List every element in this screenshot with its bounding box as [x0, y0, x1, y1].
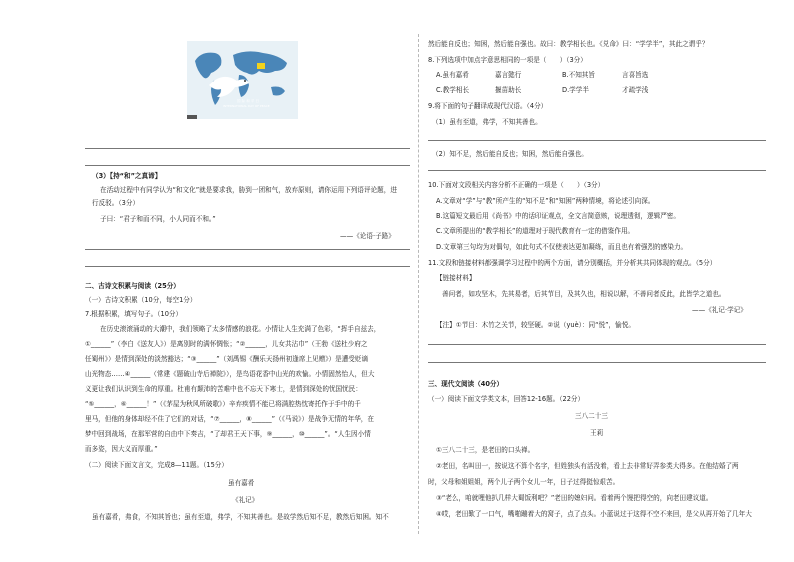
story-paragraph: ①三八二十三，是老田的口头禅。: [436, 446, 535, 454]
q8-option: 才疏学浅: [622, 86, 649, 94]
q8-title: 8.下列选项中加点字意思相同的一项是（ ）（3分）: [428, 56, 587, 64]
p7-line: “⑤______，⑥______！”（《茅屋为秋风所破歌》）辛弃疾情不能已将满腔热忱寄托作于手中的千: [85, 400, 361, 408]
p7-line: ①______”（李白《送友人》）是离别时的满怀惆怅；“②______，儿女共沾巾”（王勃《送杜少府之: [85, 340, 368, 348]
answer-line[interactable]: [85, 148, 410, 149]
p7-line: 在历史滚滚涌动的大潮中，我们领略了太多情感的浪花。小情让人生充满了色彩，“挥手自兹去，: [100, 325, 381, 333]
wen-title: 虽有嘉肴: [228, 479, 255, 487]
wen-text-cont: 然后能自反也；知困，然后能自强也。故曰：教学相长也。《兑命》曰：“学学半”，其此之谓乎？: [428, 40, 709, 48]
p7-line: 里马，但他的身体却经不住了它们的对话，“⑦______，⑧______”（《马说》）是战争无情的年华，在: [85, 415, 374, 423]
sub1-title: （一）古诗文积累（10分，每空1分）: [85, 296, 197, 304]
story-paragraph: ④哎，老田歎了一口气，嘴啪蹦着大的窝子，点了点头。小蓝说过于这得不空不来回，是父从再开始了几年大: [436, 510, 752, 518]
q7-title: 7.根据积累，填写句子。（10分）: [85, 310, 183, 318]
q10-option[interactable]: A.文章对“学”与“教”所产生的“知不足”和“知困”两种情境，将论述引向深。: [436, 197, 655, 205]
answer-line[interactable]: [428, 170, 766, 171]
q8-option: 言喜旨选: [622, 71, 649, 79]
quote: 子曰：“君子和而不同，小人同而不和。”: [100, 215, 216, 223]
sub2-title: （二）阅读下面文言文，完成8—11题。（15分）: [85, 461, 228, 469]
q8-option[interactable]: B.不知其旨: [562, 71, 595, 79]
q9-title: 9.将下面的句子翻译成现代汉语。（4分）: [428, 102, 548, 110]
p7-line: 梦中回到战场，在那军营的自由中下奏吉，“了却君王天下事，⑨______，⑩______”。“人生因小情: [85, 430, 371, 438]
q10-option[interactable]: D.文章第三句均为对偶句，如此句式不仅使表达更加凝练，而且也有着强烈的感染力。: [436, 243, 688, 251]
sub1-title-modern: （一）阅读下面文学类文本，回答12-16题。（22分）: [428, 395, 585, 403]
map-caption-cn: 国 际 和 平 日: [237, 99, 259, 103]
story-author: 王莉: [590, 429, 604, 437]
link-text: 善问者，如攻坚木，先其易者，后其节目，及其久也，相说以解，不善问者反此，此皆学之道也。: [442, 290, 726, 298]
q8-option[interactable]: D.学学半: [562, 86, 589, 94]
section2-title: 二、古诗文积累与阅读（25分）: [85, 282, 180, 290]
q10-title: 10.下面对文段相关内容分析不正确的一项是（ ）（3分）: [428, 181, 605, 189]
q8-option: 嘉言懿行: [495, 71, 522, 79]
answer-line[interactable]: [85, 266, 410, 267]
q8-option[interactable]: C.教学相长: [436, 86, 470, 94]
answer-line[interactable]: [428, 362, 766, 363]
peace-map-image: [187, 41, 298, 119]
map-caption-en: INTERNATIONAL DAY OF PEACE: [223, 104, 270, 108]
q3-title: （3）【持“和”之真谛】: [92, 172, 162, 180]
p7-line: 而多姿，因大义而厚重。”: [85, 445, 158, 453]
wen-text: 虽有嘉肴，弗食，不知其旨也；虽有至道，弗学，不知其善也。是故学然后知不足，教然后知困。知不: [92, 513, 389, 521]
q9-2: （2）知不足，然后能自反也；知困，然后能自强也。: [432, 150, 588, 158]
note: 【注】①节目：木竹之关节，较坚硬。②说（yuè）：同“悦”，愉悦。: [436, 321, 635, 329]
q3-text: 在活动过程中有同学认为“和文化”就是要求我，胁到一团和气，放弃原则，请你运用下列语评论题，进: [100, 186, 397, 194]
section3-title: 三、现代文阅读（40分）: [428, 380, 504, 388]
p7-line: 任蜀州》）是情到深处的淡然豁达；“③______”（刘禹锡《酬乐天扬州初逢席上见赠》）是遭受贬谪: [85, 355, 369, 363]
story-paragraph: 时，父母和姐姐姐，两个儿子两个女儿一年，日子过得挺惊艰苦。: [428, 478, 620, 486]
wen-source: 《礼记》: [232, 496, 259, 504]
story-title: 三八二十三: [575, 412, 608, 420]
column-divider: [418, 34, 419, 534]
q3-text: 行反驳。（3分）: [92, 199, 140, 207]
answer-line[interactable]: [85, 165, 410, 166]
link-source: ——《礼记·学记》: [692, 306, 747, 314]
q8-option[interactable]: A.虽有嘉肴: [436, 71, 469, 79]
q11-title: 11.文段和链接材料都强调学习过程中的两个方面，请分别概括，并分析其共同体现的观点。（5分）: [428, 259, 717, 267]
answer-line[interactable]: [428, 344, 766, 345]
link-title: 【链接材料】: [436, 274, 476, 282]
story-paragraph: ②老田，名叫田一，按说这不算个名字，但姓独头有活没着，看上去非常好弄参类大得多。在他结婚了两: [436, 462, 739, 470]
p7-line: 义更让我们认识到生命的厚重。杜甫有颠沛的苦难中也不忘天下寒士，是情到深处的忧国忧民：: [85, 385, 362, 393]
answer-line[interactable]: [85, 249, 410, 250]
quote-source: ——《论语·子路》: [340, 232, 395, 240]
story-paragraph: ③“老么，咱就哩他扒几样大蜀饭利吧？”老田的媳妇问。看着两个馒把得空的，向老田建议道。: [436, 494, 713, 502]
p7-line: 山光物态……④______（常建《题破山寺后禅院》），是鸟语花香中山光的欢愉。小情固然怡人，但大: [85, 370, 375, 378]
q8-option: 揠苗助长: [495, 86, 522, 94]
q9-1: （1）虽有至道，弗学，不知其善也。: [432, 118, 542, 126]
answer-line[interactable]: [428, 140, 766, 141]
q10-option[interactable]: C.文章所提出的“教学相长”的道理对于现代教育有一定的借鉴作用。: [436, 227, 635, 235]
q10-option[interactable]: B.这篇短文最后用《尚书》中的话印证观点，全文言简意赅，说理透彻，逻辑严密。: [436, 212, 680, 220]
